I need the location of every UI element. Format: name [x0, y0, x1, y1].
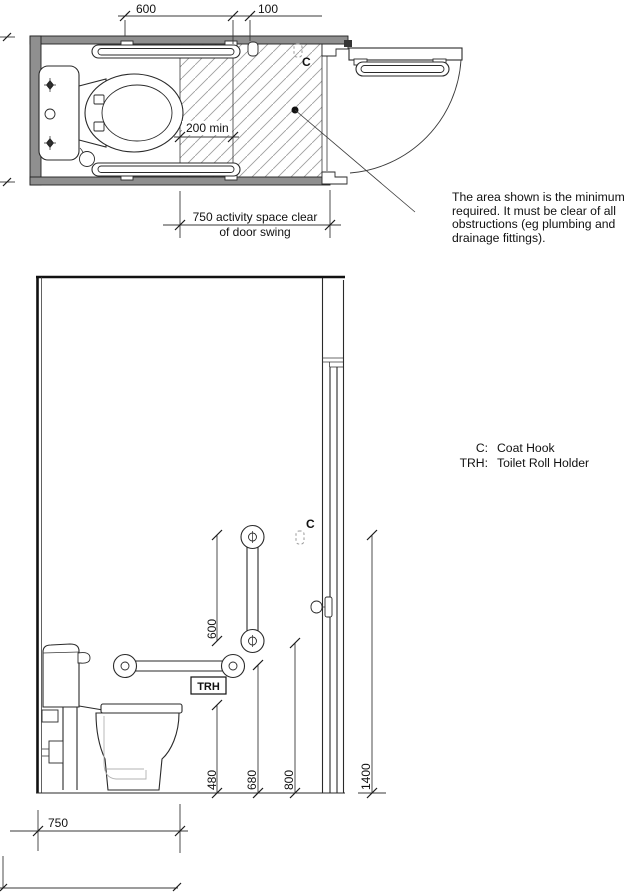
- note-line: The area shown is the minimum: [452, 190, 625, 204]
- flush-lever-side: [78, 653, 90, 664]
- flush-lever: [80, 152, 95, 167]
- dim-label-750: 750: [48, 816, 69, 830]
- dimension-rail-lower-800: [282, 638, 300, 798]
- seat-hinge: [94, 95, 104, 104]
- legend-abbr: C:: [475, 441, 488, 455]
- door-swing-arc: [350, 60, 461, 173]
- flush-button: [45, 109, 55, 119]
- toilet-roll-holder-plan: [248, 42, 258, 56]
- dimension-pan-projection-750: [10, 804, 188, 853]
- elevation-view: [0, 277, 386, 891]
- seat-hinge: [94, 122, 104, 131]
- cistern-plan: [39, 66, 79, 160]
- door-jamb-bottom: [322, 172, 347, 184]
- door-plan: [344, 40, 462, 173]
- trh-label: TRH: [197, 681, 220, 693]
- dimension-rail-length-600: [205, 530, 222, 646]
- dimension-rail-height-680: [245, 660, 263, 798]
- toilet-pan-side: [96, 713, 179, 790]
- legend: [446, 441, 589, 470]
- cistern-bracket: [42, 710, 58, 722]
- activity-space-label-2: of door swing: [219, 225, 291, 239]
- dim-label-800: 800: [282, 769, 296, 790]
- dim-label-600: 600: [136, 2, 157, 16]
- dim-label-600-elev: 600: [205, 618, 219, 639]
- supply-pipe: [49, 741, 63, 763]
- dim-label-480: 480: [205, 769, 219, 790]
- door-handle: [311, 597, 332, 617]
- legend-label: Toilet Roll Holder: [497, 455, 590, 470]
- door-leaf: [349, 48, 462, 60]
- toilet-roll-holder-tag: [191, 677, 226, 694]
- legend-row-coat-hook: [446, 441, 589, 456]
- toilet-plan: [79, 74, 183, 167]
- legend-row-trh: [446, 456, 589, 471]
- door-elevation: [311, 278, 344, 793]
- activity-space-hatch: [180, 43, 322, 178]
- note-line: required. It must be clear of all: [452, 203, 616, 218]
- dim-label-200min: 200 min: [186, 121, 229, 135]
- coat-hook-label-elevation: C: [306, 517, 315, 531]
- coat-hook-elevation: [296, 531, 304, 544]
- activity-space-label-1: 750 activity space clear: [192, 210, 318, 224]
- door-hinge: [344, 40, 352, 47]
- dimension-coat-hook-1400: [358, 530, 386, 798]
- grab-rail-horizontal-elevation: [114, 655, 245, 678]
- note-line: drainage fittings).: [452, 231, 546, 246]
- legend-abbr: TRH:: [459, 455, 488, 470]
- dimension-seat-height-480: [205, 700, 222, 798]
- elevation-walls: [36, 277, 345, 793]
- coat-hook-label-plan: C: [302, 55, 311, 69]
- grab-rail-vertical-elevation: [241, 526, 264, 653]
- dim-label-1400: 1400: [359, 763, 373, 790]
- dim-label-680: 680: [245, 769, 259, 790]
- cistern-side: [43, 644, 79, 707]
- legend-label: Coat Hook: [497, 441, 555, 455]
- minimum-area-note: [452, 191, 643, 246]
- dimension-activity-space: [163, 190, 341, 239]
- cutoff-dimension-stubs: [0, 33, 15, 186]
- toilet-seat-side: [101, 704, 182, 713]
- dim-label-100: 100: [258, 2, 279, 16]
- note-line: obstructions (eg plumbing and: [452, 217, 616, 232]
- plan-view: [0, 2, 462, 239]
- cutoff-dimension-bottom: [0, 856, 181, 891]
